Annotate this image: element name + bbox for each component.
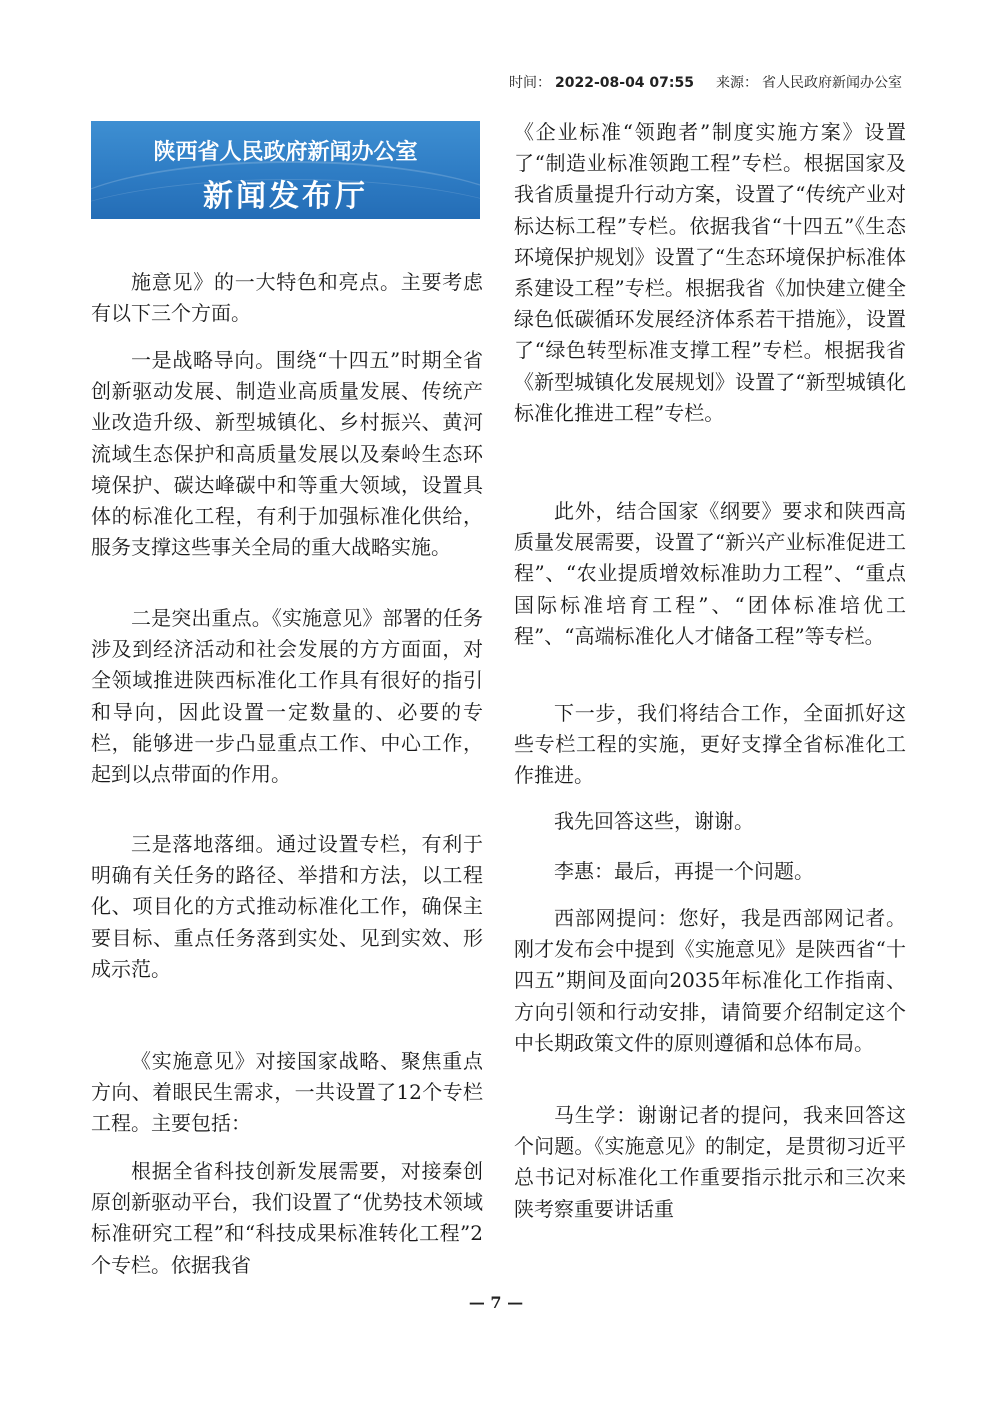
paragraph: 李惠：最后，再提一个问题。: [554, 859, 814, 883]
paragraph: 马生学：谢谢记者的提问，我来回答这个问题。《实施意见》的制定，是贯彻习近平总书记对标准化工作重要指示批示和三次来陕考察重要讲话重: [514, 1103, 906, 1221]
paragraph: 一是战略导向。围绕“十四五”时期全省创新驱动发展、制造业高质量发展、传统产业改造升级、新型城镇化、乡村振兴、黄河流域生态保护和高质量发展以及秦岭生态环境保护、碳达峰碳中和等重大领域，设置具体的标准化工程，有利于加强标准化供给，服务支撑这些事关全局的重大战略实施。: [91, 348, 483, 560]
paragraph: 三是落地落细。通过设置专栏，有利于明确有关任务的路径、举措和方法，以工程化、项目化的方式推动标准化工作，确保主要目标、重点任务落到实处、见到实效、形成示范。: [91, 832, 483, 981]
page-number: — 7 —: [468, 1293, 524, 1312]
banner-hall-name: 新闻发布厅: [203, 179, 368, 214]
source-value: 省人民政府新闻办公室: [762, 75, 902, 91]
paragraph: 根据全省科技创新发展需要，对接秦创原创新驱动平台，我们设置了“优势技术领域标准研究工程”和“科技成果标准转化工程”2个专栏。依据我省: [91, 1159, 483, 1277]
paragraph: 我先回答这些，谢谢。: [554, 809, 754, 833]
paragraph: 施意见》的一大特色和亮点。主要考虑有以下三个方面。: [91, 270, 483, 326]
page-header: [509, 72, 902, 92]
press-hall-banner: [91, 121, 480, 219]
paragraph: 《实施意见》对接国家战略、聚焦重点方向、着眼民生需求，一共设置了12个专栏工程。主要包括：: [91, 1049, 483, 1136]
paragraph: 《企业标准“领跑者”制度实施方案》设置了“制造业标准领跑工程”专栏。根据国家及我省质量提升行动方案，设置了“传统产业对标达标工程”专栏。依据我省“十四五”《生态环境保护规划》设置了“生态环境保护标准体系建设工程”专栏。根据我省《加快建立健全绿色低碳循环发展经济体系若干措施》，设置了“绿色转型标准支撑工程”专栏。根据我省《新型城镇化发展规划》设置了“新型城镇化标准化推进工程”专栏。: [514, 120, 906, 425]
time-value: 2022-08-04 07:55: [555, 75, 694, 91]
paragraph: 下一步，我们将结合工作，全面抓好这些专栏工程的实施，更好支撑全省标准化工作推进。: [514, 701, 906, 788]
paragraph: 西部网提问：您好，我是西部网记者。刚才发布会中提到《实施意见》是陕西省“十四五”期间及面向2035年标准化工作指南、方向引领和行动安排，请简要介绍制定这个中长期政策文件的原则遵循和总体布局。: [514, 906, 906, 1055]
paragraph: 此外，结合国家《纲要》要求和陕西高质量发展需要，设置了“新兴产业标准促进工程”、“农业提质增效标准助力工程”、“重点国际标准培育工程”、“团体标准培优工程”、“高端标准化人才储备工程”等专栏。: [514, 499, 906, 648]
time-label: 时间：: [509, 75, 551, 91]
source-label: 来源：: [716, 75, 758, 91]
paragraph: 二是突出重点。《实施意见》部署的任务涉及到经济活动和社会发展的方方面面，对全领域推进陕西标准化工作具有很好的指引和导向，因此设置一定数量的、必要的专栏，能够进一步凸显重点工作、中心工作，起到以点带面的作用。: [91, 606, 483, 787]
banner-office-name: 陕西省人民政府新闻办公室: [153, 140, 418, 165]
